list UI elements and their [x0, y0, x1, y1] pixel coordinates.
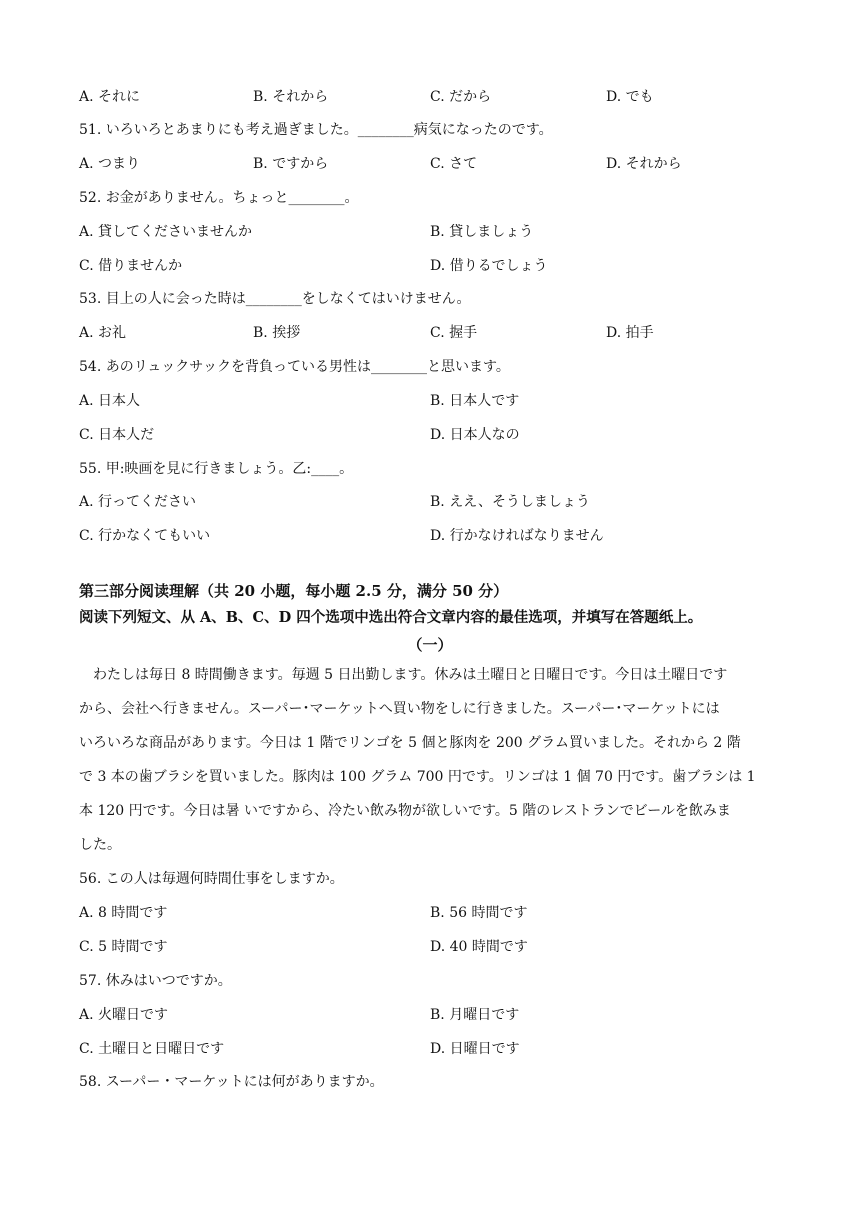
q52-option-d: D. 借りるでしょう: [430, 258, 548, 274]
q52-option-a: A. 貸してくださいませんか: [79, 224, 253, 240]
passage-line: わたしは毎日 8 時間働きます。毎週 5 日出勤します。休みは土曜日と日曜日です。今日は土曜日です: [93, 667, 728, 683]
q53-option-a: A. お礼: [79, 325, 127, 341]
q52-option-b: B. 貸しましょう: [430, 224, 534, 240]
q55-stem: 55. 甲:映画を見に行きましょう。乙:____。: [79, 461, 354, 477]
q57-option-b: B. 月曜日です: [430, 1007, 520, 1023]
q51-option-a: A. つまり: [79, 156, 141, 172]
q50-option-b: B. それから: [253, 89, 329, 105]
passage-line: いろいろな商品があります。今日は 1 階でリンゴを 5 個と豚肉を 200 グラム買いました。それから 2 階: [79, 735, 741, 751]
reading-passage: [79, 658, 783, 862]
passage-line: 本 120 円です。今日は暑 いですから、冷たい飲み物が欲しいです。5 階のレストランでビールを飲みま: [79, 803, 731, 819]
q53-stem: 53. 目上の人に会った時は________をしなくてはいけません。: [79, 291, 471, 307]
q54-option-a: A. 日本人: [79, 393, 141, 409]
q50-option-c: C. だから: [430, 89, 492, 105]
q57-stem: 57. 休みはいつですか。: [79, 973, 232, 989]
q51-option-d: D. それから: [606, 156, 682, 172]
passage-heading: （一）: [407, 636, 453, 654]
q50-option-a: A. それに: [79, 89, 141, 105]
q57-option-a: A. 火曜日です: [79, 1007, 169, 1023]
passage-line: から、会社へ行きません。スーパー･マーケットへ買い物をしに行きました。スーパー･マーケットには: [79, 701, 720, 717]
q53-option-d: D. 拍手: [606, 325, 654, 341]
q56-option-a: A. 8 時間です: [79, 905, 168, 921]
q51-option-b: B. ですから: [253, 156, 329, 172]
q54-stem: 54. あのリュックサックを背負っている男性は________と思います。: [79, 359, 510, 375]
passage-line: した。: [79, 837, 121, 853]
q54-option-c: C. 日本人だ: [79, 427, 155, 443]
q57-option-c: C. 土曜日と日曜日です: [79, 1041, 225, 1057]
passage-line: で 3 本の歯ブラシを買いました。豚肉は 100 グラム 700 円です。リンゴは 1 個 70 円です。歯ブラシは 1: [79, 769, 756, 785]
q52-stem: 52. お金がありません。ちょっと________。: [79, 190, 359, 206]
q51-option-c: C. さて: [430, 156, 478, 172]
q58-stem: 58. スーパー・マーケットには何がありますか。: [79, 1074, 384, 1090]
section-title: 第三部分阅读理解（共 20 小题，每小题 2.5 分，满分 50 分）: [79, 582, 509, 600]
q53-option-b: B. 挨拶: [253, 325, 301, 341]
q54-option-b: B. 日本人です: [430, 393, 520, 409]
q52-option-c: C. 借りませんか: [79, 258, 183, 274]
q56-stem: 56. この人は毎週何時間仕事をしますか。: [79, 871, 344, 887]
q56-option-d: D. 40 時間です: [430, 939, 528, 955]
q50-option-d: D. でも: [606, 89, 654, 105]
q56-option-b: B. 56 時間です: [430, 905, 528, 921]
q56-option-c: C. 5 時間です: [79, 939, 168, 955]
q53-option-c: C. 握手: [430, 325, 478, 341]
q55-option-a: A. 行ってください: [79, 494, 197, 510]
q55-option-b: B. ええ、そうしましょう: [430, 494, 591, 510]
q55-option-d: D. 行かなければなりません: [430, 528, 604, 544]
q57-option-d: D. 日曜日です: [430, 1041, 520, 1057]
section-instruction: 阅读下列短文、从 A、B、C、D 四个选项中选出符合文章内容的最佳选项，并填写在答题纸上。: [79, 609, 703, 626]
q55-option-c: C. 行かなくてもいい: [79, 528, 211, 544]
q51-stem: 51. いろいろとあまりにも考え過ぎました。________病気になったのです。: [79, 122, 553, 138]
q54-option-d: D. 日本人なの: [430, 427, 520, 443]
